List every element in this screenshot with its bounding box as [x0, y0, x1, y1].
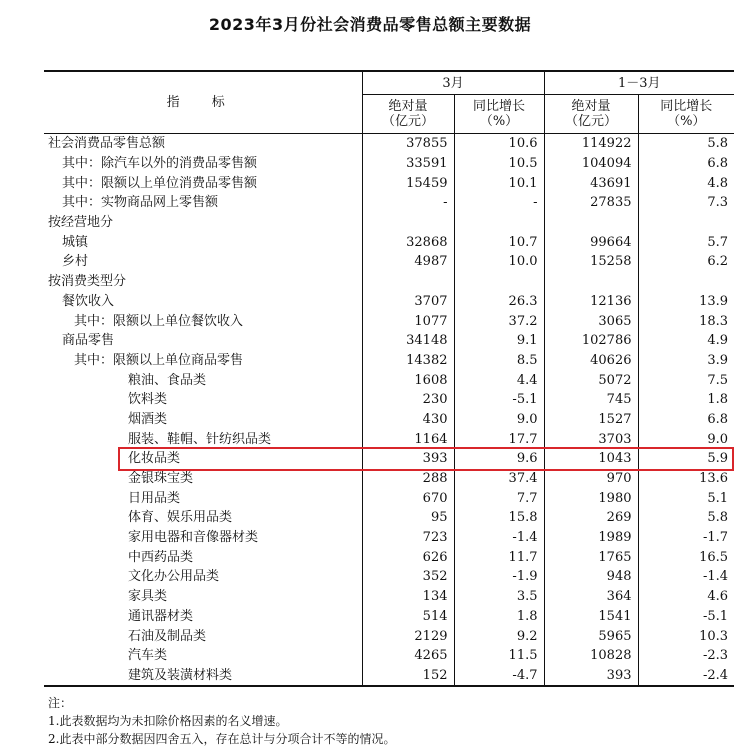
row-label: 中西药品类	[44, 547, 362, 567]
march-absolute-cell: 37855	[362, 134, 454, 154]
jan-mar-absolute-cell: 40626	[544, 351, 638, 371]
jan-mar-yoy-cell	[638, 213, 734, 233]
table-body	[44, 134, 734, 687]
march-yoy-cell: 37.2	[454, 311, 544, 331]
jan-mar-absolute-cell: 269	[544, 508, 638, 528]
march-yoy-cell: 9.0	[454, 410, 544, 430]
absolute-unit: （亿元）	[381, 114, 434, 129]
march-yoy-cell: 10.0	[454, 252, 544, 272]
march-absolute-cell: 4265	[362, 646, 454, 666]
jan-mar-yoy-cell: 5.9	[707, 451, 729, 467]
table-row	[44, 370, 734, 390]
jan-mar-yoy-cell: 4.8	[707, 175, 729, 191]
jan-mar-yoy-cell: 13.9	[699, 293, 729, 309]
notes-heading: 注：	[48, 696, 73, 710]
row-label: 汽车类	[44, 646, 362, 666]
row-label: 其中：实物商品网上零售额	[44, 193, 362, 213]
row-label: 其中：限额以上单位餐饮收入	[44, 311, 362, 331]
note-2: 2.此表中部分数据因四舍五入，存在总计与分项合计不等的情况。	[48, 732, 396, 746]
jan-mar-yoy-cell: 1.8	[707, 392, 729, 408]
jan-mar-absolute-cell: 1980	[544, 488, 638, 508]
march-yoy-cell: 10.5	[454, 154, 544, 174]
table-row	[44, 587, 734, 607]
march-absolute-cell: 14382	[362, 351, 454, 371]
table-row	[44, 173, 734, 193]
jan-mar-absolute-cell: 99664	[544, 232, 638, 252]
march-yoy-cell: 17.7	[454, 429, 544, 449]
march-yoy-cell: 10.6	[454, 134, 544, 154]
jan-mar-absolute-cell: 114922	[544, 134, 638, 154]
jan-mar-absolute-cell: 1989	[544, 528, 638, 548]
jan-mar-absolute-cell: 3065	[544, 311, 638, 331]
jan-mar-absolute-cell: 1765	[544, 547, 638, 567]
march-absolute-cell: 3707	[362, 292, 454, 312]
jan-mar-yoy-cell: 4.6	[707, 589, 729, 605]
table-row	[44, 547, 734, 567]
table-row	[44, 134, 734, 154]
march-yoy-cell: 26.3	[454, 292, 544, 312]
row-label: 城镇	[44, 232, 362, 252]
jan-mar-yoy-cell: 7.3	[707, 195, 729, 211]
row-label: 化妆品类	[44, 449, 362, 469]
retail-sales-table	[44, 70, 734, 687]
jan-mar-absolute-cell: 393	[544, 666, 638, 687]
jan-mar-absolute-cell: 1527	[544, 410, 638, 430]
march-absolute-cell: 393	[362, 449, 454, 469]
row-label: 餐饮收入	[44, 292, 362, 312]
row-label: 家用电器和音像器材类	[44, 528, 362, 548]
jan-mar-yoy-cell: 3.9	[707, 352, 729, 368]
row-label: 烟酒类	[44, 410, 362, 430]
jan-mar-yoy-header	[638, 95, 734, 134]
march-absolute-cell: 15459	[362, 173, 454, 193]
table-row	[44, 567, 734, 587]
march-yoy-cell: 10.7	[454, 232, 544, 252]
table-row	[44, 508, 734, 528]
jan-mar-yoy-cell: 5.1	[707, 490, 729, 506]
row-label: 商品零售	[44, 331, 362, 351]
march-yoy-cell: 15.8	[454, 508, 544, 528]
jan-mar-absolute-cell: 104094	[544, 154, 638, 174]
march-absolute-cell: 288	[362, 469, 454, 489]
table-row	[44, 213, 734, 233]
march-yoy-cell: 7.7	[454, 488, 544, 508]
jan-mar-yoy-cell: 6.2	[707, 254, 729, 270]
jan-mar-absolute-cell: 5072	[544, 370, 638, 390]
row-label: 粮油、食品类	[44, 370, 362, 390]
jan-mar-absolute-cell	[544, 272, 638, 292]
jan-mar-absolute-cell: 1043	[544, 449, 638, 469]
footnotes	[48, 694, 395, 748]
table-row	[44, 272, 734, 292]
jan-mar-yoy-cell	[638, 272, 734, 292]
jan-mar-absolute-cell: 15258	[544, 252, 638, 272]
march-absolute-cell: 4987	[362, 252, 454, 272]
jan-mar-yoy-cell: 5.8	[707, 510, 729, 526]
jan-mar-yoy-cell: 13.6	[699, 471, 729, 487]
table-row	[44, 351, 734, 371]
absolute-label: 绝对量	[571, 99, 611, 114]
march-yoy-cell: 9.1	[454, 331, 544, 351]
row-label: 石油及制品类	[44, 626, 362, 646]
march-absolute-cell: 2129	[362, 626, 454, 646]
table-row	[44, 410, 734, 430]
row-label: 其中：限额以上单位消费品零售额	[44, 173, 362, 193]
table-row	[44, 429, 734, 449]
march-yoy-cell	[454, 213, 544, 233]
march-yoy-cell: 4.4	[454, 370, 544, 390]
march-absolute-cell: 670	[362, 488, 454, 508]
table-row	[44, 292, 734, 312]
jan-mar-yoy-cell: 6.8	[707, 156, 729, 172]
row-label: 饮料类	[44, 390, 362, 410]
jan-mar-absolute-cell: 1541	[544, 607, 638, 627]
march-yoy-cell: 3.5	[454, 587, 544, 607]
note-1: 1.此表数据均为未扣除价格因素的名义增速。	[48, 714, 288, 728]
jan-mar-absolute-cell: 3703	[544, 429, 638, 449]
jan-mar-yoy-cell: 9.0	[707, 431, 729, 447]
yoy-label: 同比增长	[660, 99, 713, 114]
jan-mar-yoy-cell: 7.5	[707, 372, 729, 388]
row-label: 其中：除汽车以外的消费品零售额	[44, 154, 362, 174]
march-yoy-cell: -1.9	[454, 567, 544, 587]
table-row	[44, 607, 734, 627]
jan-mar-absolute-cell: 43691	[544, 173, 638, 193]
absolute-label: 绝对量	[388, 99, 428, 114]
jan-mar-yoy-cell: 4.9	[707, 333, 729, 349]
march-absolute-cell: 723	[362, 528, 454, 548]
jan-mar-absolute-cell: 10828	[544, 646, 638, 666]
jan-mar-absolute-cell: 27835	[544, 193, 638, 213]
march-absolute-cell: 626	[362, 547, 454, 567]
jan-mar-yoy-cell: -5.1	[702, 608, 729, 624]
jan-mar-yoy-cell: 16.5	[699, 549, 729, 565]
march-yoy-cell: -5.1	[454, 390, 544, 410]
table-row	[44, 646, 734, 666]
row-label: 通讯器材类	[44, 607, 362, 627]
march-absolute-cell: 352	[362, 567, 454, 587]
row-label: 建筑及装潢材料类	[44, 666, 362, 687]
march-absolute-cell: 514	[362, 607, 454, 627]
march-yoy-cell: 1.8	[454, 607, 544, 627]
table-row	[44, 331, 734, 351]
yoy-unit: （%）	[479, 114, 519, 129]
indicator-header: 指 标	[44, 71, 362, 134]
march-absolute-cell: -	[362, 193, 454, 213]
march-yoy-cell: -4.7	[454, 666, 544, 687]
jan-mar-yoy-cell: 10.3	[699, 628, 729, 644]
march-absolute-cell	[362, 213, 454, 233]
jan-mar-absolute-cell: 5965	[544, 626, 638, 646]
row-label: 文化办公用品类	[44, 567, 362, 587]
period-jan-mar-header: 1－3月	[544, 71, 734, 95]
jan-mar-absolute-cell: 745	[544, 390, 638, 410]
march-yoy-cell: 11.5	[454, 646, 544, 666]
march-absolute-cell: 1164	[362, 429, 454, 449]
jan-mar-yoy-cell: -2.3	[702, 648, 729, 664]
march-yoy-header	[454, 95, 544, 134]
jan-mar-absolute-cell	[544, 213, 638, 233]
march-yoy-cell: 37.4	[454, 469, 544, 489]
row-label: 按消费类型分	[44, 272, 362, 292]
jan-mar-yoy-cell: -1.7	[702, 530, 729, 546]
march-absolute-cell: 1608	[362, 370, 454, 390]
jan-mar-absolute-cell: 102786	[544, 331, 638, 351]
jan-mar-yoy-cell: -1.4	[702, 569, 729, 585]
march-absolute-cell: 134	[362, 587, 454, 607]
march-absolute-cell	[362, 272, 454, 292]
march-absolute-cell: 95	[362, 508, 454, 528]
period-march-header: 3月	[362, 71, 544, 95]
march-yoy-cell: 11.7	[454, 547, 544, 567]
row-label: 家具类	[44, 587, 362, 607]
row-label: 金银珠宝类	[44, 469, 362, 489]
table-row	[44, 252, 734, 272]
table-row	[44, 488, 734, 508]
march-absolute-cell: 430	[362, 410, 454, 430]
table-row	[44, 154, 734, 174]
jan-mar-yoy-cell: 6.8	[707, 411, 729, 427]
march-absolute-cell: 32868	[362, 232, 454, 252]
march-absolute-cell: 34148	[362, 331, 454, 351]
jan-mar-yoy-cell: 5.8	[707, 136, 729, 152]
row-label: 日用品类	[44, 488, 362, 508]
jan-mar-absolute-cell: 970	[544, 469, 638, 489]
jan-mar-yoy-cell: 5.7	[707, 234, 729, 250]
yoy-unit: （%）	[667, 114, 706, 129]
march-yoy-cell: 9.6	[454, 449, 544, 469]
march-absolute-cell: 152	[362, 666, 454, 687]
jan-mar-absolute-cell: 364	[544, 587, 638, 607]
march-yoy-cell: 10.1	[454, 173, 544, 193]
jan-mar-absolute-cell: 948	[544, 567, 638, 587]
jan-mar-yoy-cell: 18.3	[699, 313, 729, 329]
row-label: 体育、娱乐用品类	[44, 508, 362, 528]
yoy-label: 同比增长	[472, 99, 525, 114]
table-row	[44, 232, 734, 252]
row-label: 服装、鞋帽、针纺织品类	[44, 429, 362, 449]
march-absolute-cell: 230	[362, 390, 454, 410]
table-row	[44, 626, 734, 646]
table-row	[44, 449, 734, 469]
table-row	[44, 390, 734, 410]
march-absolute-header	[362, 95, 454, 134]
table-row	[44, 193, 734, 213]
row-label: 按经营地分	[44, 213, 362, 233]
march-yoy-cell: 8.5	[454, 351, 544, 371]
row-label: 乡村	[44, 252, 362, 272]
table-row	[44, 528, 734, 548]
table-row	[44, 469, 734, 489]
jan-mar-absolute-header	[544, 95, 638, 134]
absolute-unit: （亿元）	[564, 114, 617, 129]
march-yoy-cell: 9.2	[454, 626, 544, 646]
row-label: 社会消费品零售总额	[44, 134, 362, 154]
row-label: 其中：限额以上单位商品零售	[44, 351, 362, 371]
jan-mar-yoy-cell: -2.4	[638, 666, 734, 687]
march-absolute-cell: 33591	[362, 154, 454, 174]
page-title: 2023年3月份社会消费品零售总额主要数据	[208, 15, 532, 34]
table-row	[44, 311, 734, 331]
march-absolute-cell: 1077	[362, 311, 454, 331]
march-yoy-cell: -	[454, 193, 544, 213]
table-row	[44, 666, 734, 687]
jan-mar-absolute-cell: 12136	[544, 292, 638, 312]
march-yoy-cell: -1.4	[454, 528, 544, 548]
march-yoy-cell	[454, 272, 544, 292]
